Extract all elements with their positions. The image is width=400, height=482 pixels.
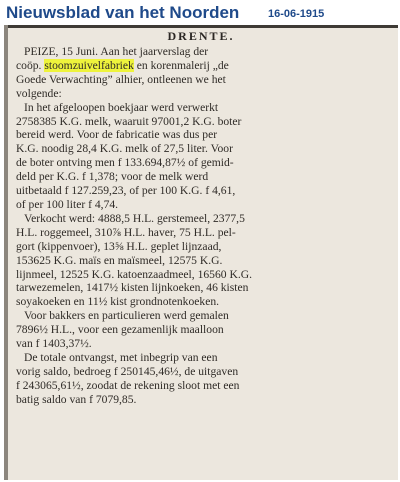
- article-line: [16, 142, 394, 156]
- article-line: [16, 309, 394, 323]
- article-line: [16, 184, 394, 198]
- article-line: [16, 393, 394, 407]
- article-line: [16, 101, 394, 115]
- page-edge: [4, 25, 8, 480]
- article-line: [16, 365, 394, 379]
- section-heading: DRENTE.: [167, 29, 235, 43]
- line-text: H.L. roggemeel, 310⅞ H.L. haver, 75 H.L. pel-: [16, 225, 236, 239]
- line-text: K.G. noodig 28,4 K.G. melk of 27,5 liter. Voor: [16, 142, 233, 156]
- article-line: [16, 254, 394, 268]
- line-text: Voor bakkers en particulieren werd gemalen: [24, 309, 229, 323]
- line-text: gort (kippenvoer), 13⅝ H.L. geplet lijnzaad,: [16, 239, 222, 253]
- article-body: [16, 45, 394, 407]
- line-text: en korenmalerij „de: [133, 58, 229, 72]
- article-line: [16, 281, 394, 295]
- article-line: [16, 226, 394, 240]
- top-rule: [4, 25, 398, 28]
- line-text: bereid werd. Voor de fabricatie was dus per: [16, 128, 218, 142]
- line-text: In het afgeloopen boekjaar werd verwerkt: [24, 100, 219, 114]
- article-line: [16, 337, 394, 351]
- line-text: 2758385 K.G. melk, waaruit 97001,2 K.G. boter: [16, 114, 242, 128]
- line-text: PEIZE, 15 Juni. Aan het jaarverslag der: [24, 45, 209, 58]
- newspaper-clipping: [4, 25, 398, 480]
- article-line: [16, 170, 394, 184]
- line-text: batig saldo van f 7079,85.: [16, 392, 137, 406]
- line-text: tarwezemelen, 1417½ kisten lijnkoeken, 46 kisten: [16, 281, 249, 295]
- line-text: uitbetaald f 127.259,23, of per 100 K.G. f 4,61,: [16, 184, 236, 198]
- article-line: [16, 128, 394, 142]
- article-line: [16, 240, 394, 254]
- line-text: soyakoeken en 11½ kist grondnotenkoeken.: [16, 295, 220, 309]
- line-text: f 243065,61½, zoodat de rekening sloot met een: [16, 378, 240, 392]
- line-text: of per 100 liter f 4,74.: [16, 197, 119, 211]
- header-bar: [0, 0, 400, 26]
- article-line: [16, 268, 394, 282]
- article-line: [16, 45, 394, 59]
- article-line: [16, 212, 394, 226]
- article-line: [16, 379, 394, 393]
- search-highlight: stoomzuivelfabriek: [44, 58, 134, 72]
- article-line: [16, 323, 394, 337]
- article-line: [16, 87, 394, 101]
- article-line: [16, 73, 394, 87]
- line-text: lijnmeel, 12525 K.G. katoenzaadmeel, 16560 K.G.: [16, 267, 253, 281]
- article-line: [16, 115, 394, 129]
- publication-date: 16-06-1915: [268, 8, 325, 20]
- line-text: 7896½ H.L., voor een gezamenlijk maalloon: [16, 323, 224, 337]
- article-line: [16, 156, 394, 170]
- line-text: de boter ontving men f 133.694,87½ of gemid-: [16, 156, 234, 170]
- line-text: deld per K.G. f 1,378; voor de melk werd: [16, 170, 209, 184]
- article-line: [16, 295, 394, 309]
- line-text: coöp.: [16, 58, 45, 72]
- newspaper-title: Nieuwsblad van het Noorden: [6, 3, 240, 22]
- article-line: [16, 351, 394, 365]
- line-text: vorig saldo, bedroeg f 250145,46½, de uitgaven: [16, 364, 239, 378]
- line-text: van f 1403,37½.: [16, 337, 92, 351]
- line-text: De totale ontvangst, met inbegrip van een: [24, 350, 218, 364]
- article-line: [16, 59, 394, 73]
- article-line: [16, 198, 394, 212]
- line-text: Goede Verwachting” alhier, ontleenen we het: [16, 72, 226, 86]
- line-text: Verkocht werd: 4888,5 H.L. gerstemeel, 2377,5: [24, 211, 245, 225]
- line-text: volgende:: [16, 86, 62, 100]
- line-text: 153625 K.G. maïs en maïsmeel, 12575 K.G.: [16, 253, 223, 267]
